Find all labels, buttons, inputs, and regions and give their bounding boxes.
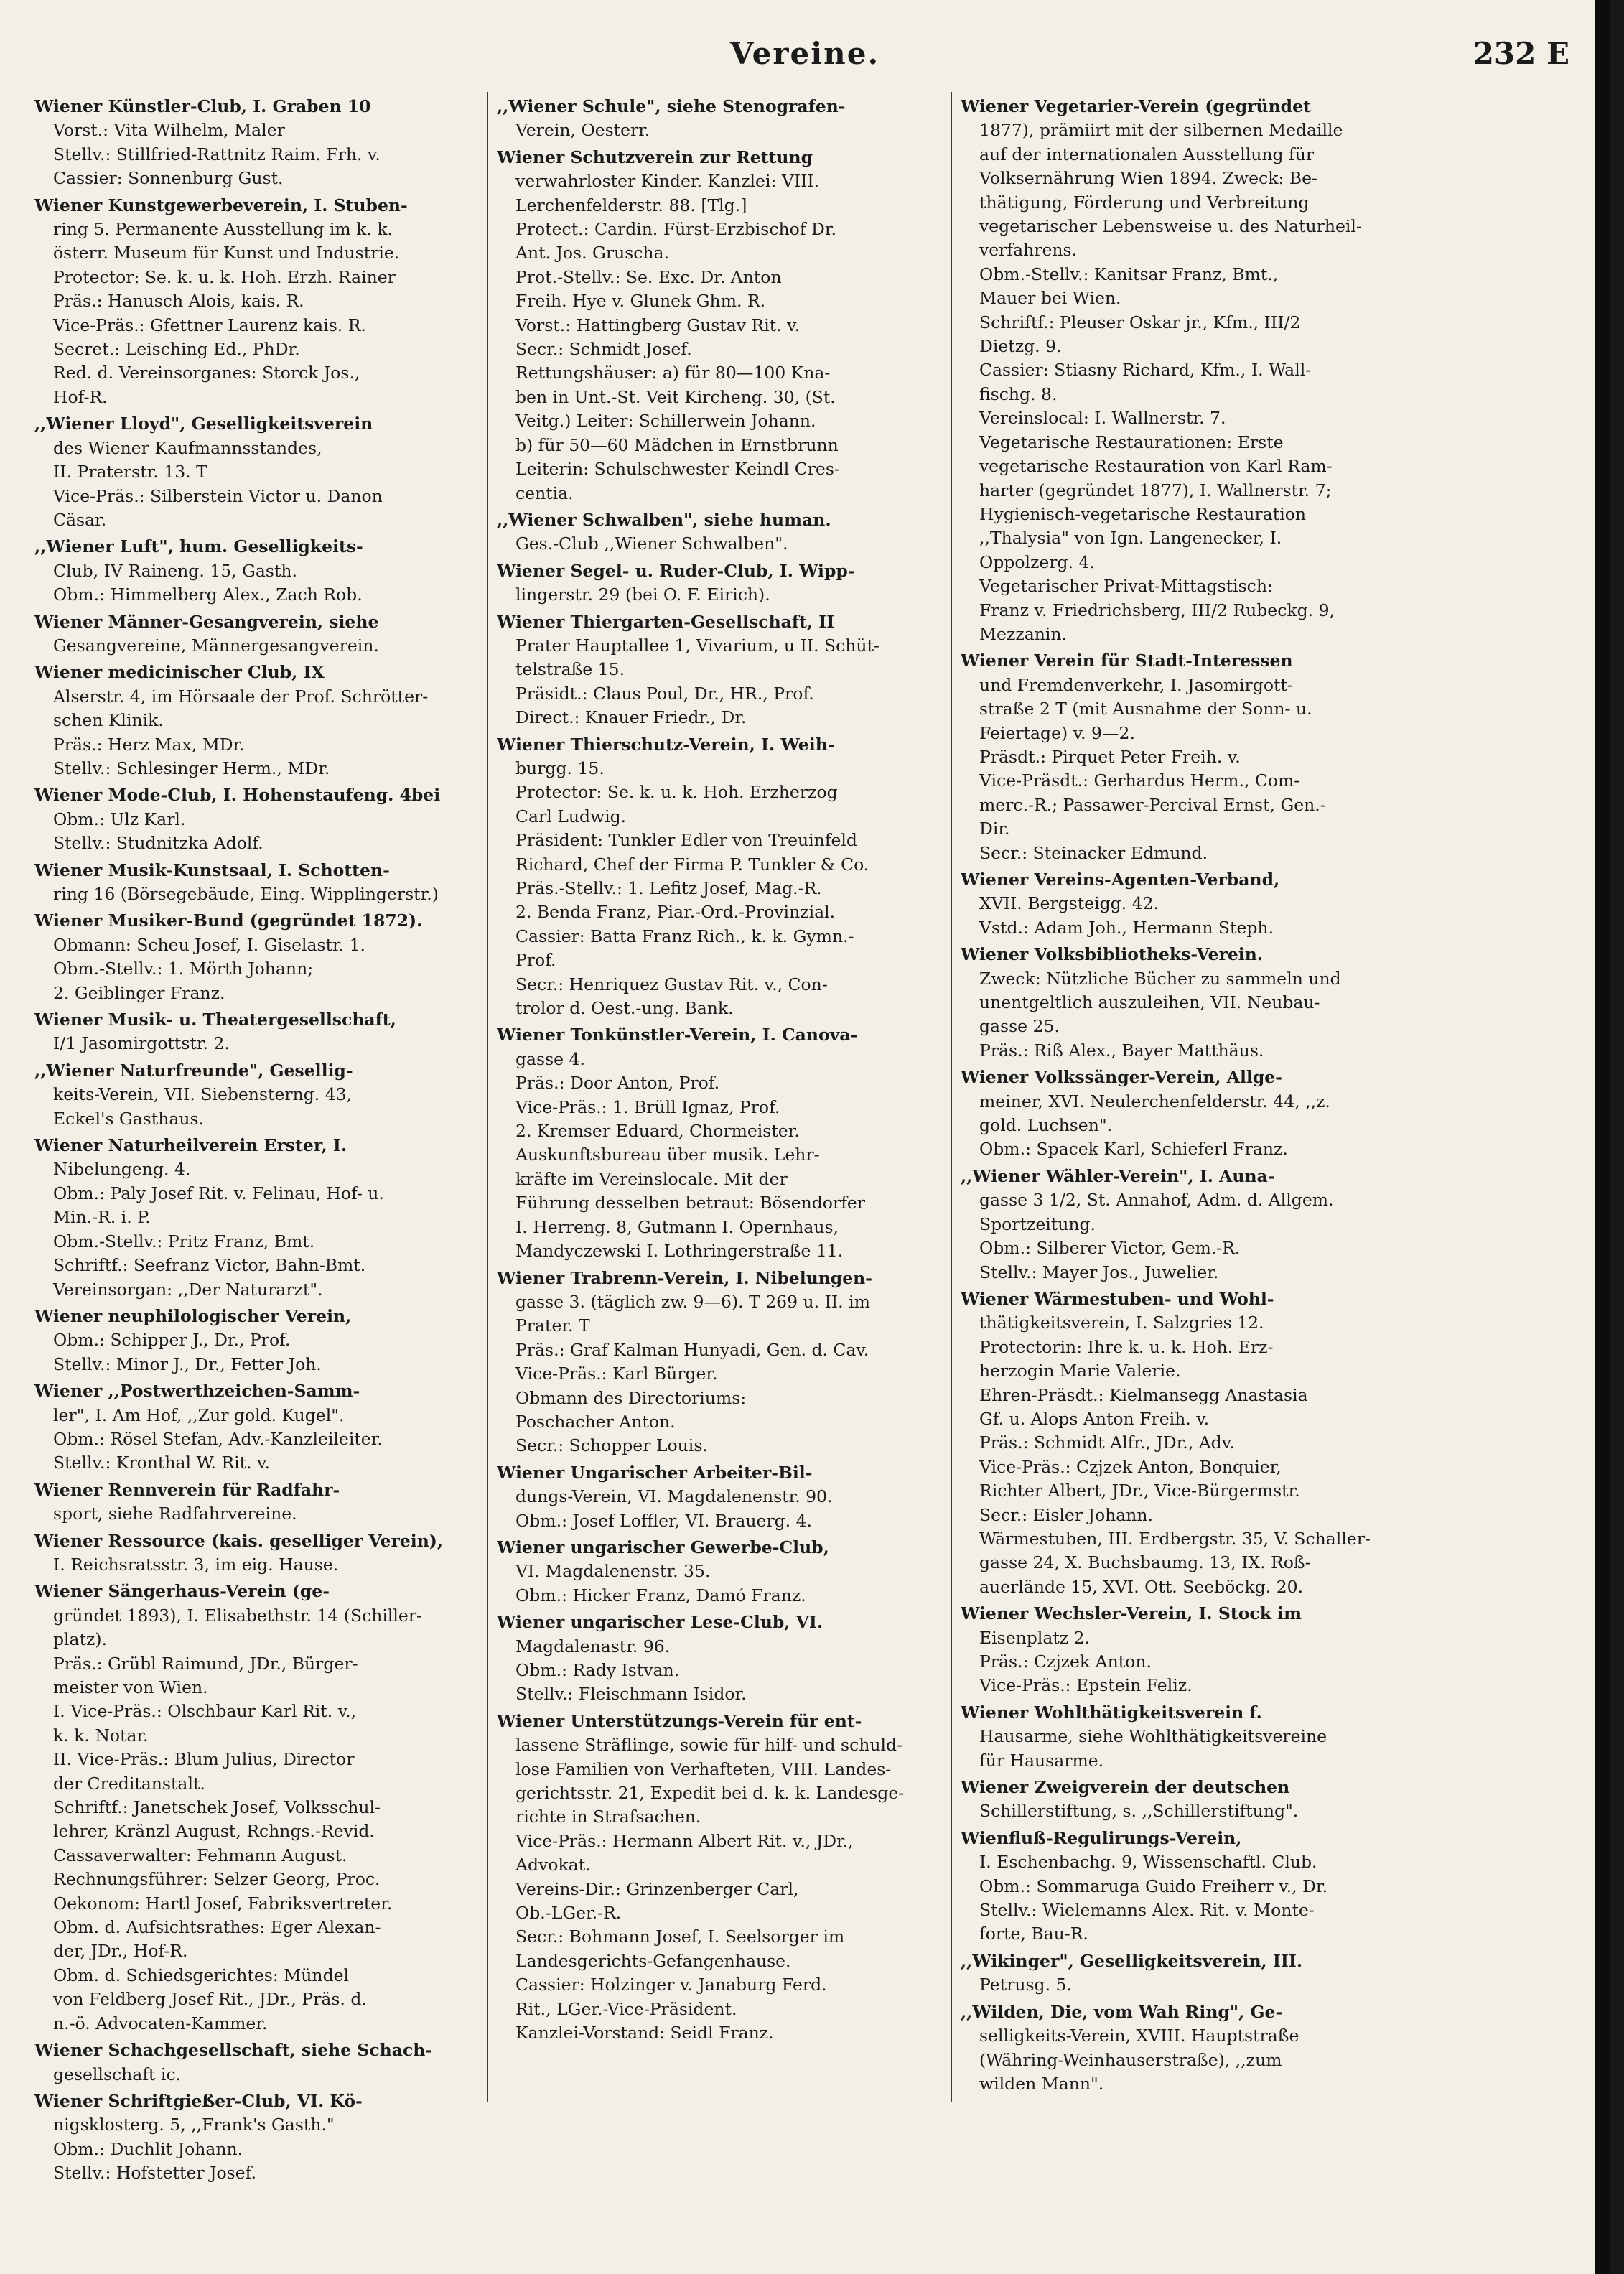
entry-line: merc.-R.; Passawer-Percival Ernst, Gen.- [979, 794, 1326, 815]
entry-line: Vice-Präs.: 1. Brüll Ignaz, Prof. [515, 1096, 780, 1117]
entry-line: Veitg.) Leiter: Schillerwein Johann. [515, 411, 816, 432]
entry-heading: Wiener Musiker-Bund (gegründet 1872). [34, 910, 423, 931]
entry-line: Mandyczewski I. Lothringerstraße 11. [515, 1241, 844, 1262]
page-shadow [1595, 0, 1610, 2274]
column-3 [961, 95, 1420, 2099]
entry-line: Hof-R. [53, 386, 108, 407]
entry-line: schen Klinik. [53, 710, 164, 731]
entry-line: Verein, Oesterr. [515, 120, 650, 141]
entry-line: II. Praterstr. 13. T [53, 462, 207, 483]
entry-line: (Währing-Weinhauserstraße), ,,zum [979, 2049, 1282, 2070]
entry-heading: Wiener Vereins-Agenten-Verband, [961, 870, 1280, 890]
entry-line: I/1 Jasomirgottstr. 2. [53, 1033, 230, 1054]
entry-line: centia. [515, 483, 574, 503]
entry-line: Wärmestuben, III. Erdbergstr. 35, V. Schaller- [979, 1528, 1371, 1549]
entry-line: gasse 3 1/2, St. Annahof, Adm. d. Allgem. [979, 1190, 1334, 1211]
entry-line: gasse 24, X. Buchsbaumg. 13, IX. Roß- [979, 1552, 1311, 1573]
entry-line: Präs.: Graf Kalman Hunyadi, Gen. d. Cav. [515, 1339, 869, 1360]
entry-line: Cassier: Sonnenburg Gust. [53, 168, 284, 189]
entry-heading: ,,Wiener Naturfreunde", Gesellig- [34, 1060, 353, 1081]
entry-line: 2. Benda Franz, Piar.-Ord.-Provinzial. [515, 902, 836, 923]
entry-line: Alserstr. 4, im Hörsaale der Prof. Schrötter- [53, 686, 429, 707]
entry-line: ring 5. Permanente Ausstellung im k. k. [53, 219, 393, 240]
entry-line: unentgeltlich auszuleihen, VII. Neubau- [979, 992, 1320, 1013]
entry-line: Min.-R. i. P. [53, 1207, 151, 1228]
entry-line: Obm.: Hicker Franz, Damó Franz. [515, 1585, 806, 1606]
entry-line: Direct.: Knauer Friedr., Dr. [515, 707, 747, 728]
entry-line: Franz v. Friedrichsberg, III/2 Rubeckg. 9, [979, 600, 1335, 620]
directory-entry [34, 1478, 494, 1527]
entry-heading: Wiener Wechsler-Verein, I. Stock im [961, 1603, 1302, 1624]
entry-heading: Wiener Rennverein für Radfahr- [34, 1479, 340, 1500]
entry-line: Secr.: Schopper Louis. [515, 1435, 708, 1456]
entry-line: k. k. Notar. [53, 1725, 149, 1746]
entry-line: vegetarischer Lebensweise u. des Naturheil- [979, 216, 1362, 237]
entry-line: Vorst.: Vita Wilhelm, Maler [53, 120, 285, 141]
entry-line: Obm.: Sommaruga Guido Freiherr v., Dr. [979, 1875, 1328, 1896]
entry-line: Volksernährung Wien 1894. Zweck: Be- [979, 168, 1317, 189]
entry-line: Sportzeitung. [979, 1213, 1096, 1234]
directory-entry [34, 661, 494, 780]
entry-line: Stellv.: Schlesinger Herm., MDr. [53, 758, 330, 778]
entry-line: Secret.: Leisching Ed., PhDr. [53, 339, 300, 360]
entry-line: Stellv.: Fleischmann Isidor. [515, 1684, 747, 1705]
entry-line: wilden Mann". [979, 2073, 1104, 2094]
entry-line: Cassier: Batta Franz Rich., k. k. Gymn.- [515, 926, 854, 946]
entry-heading: Wiener Schutzverein zur Rettung [497, 146, 813, 167]
entry-line: vegetarische Restauration von Karl Ram- [979, 456, 1333, 477]
entry-line: sport, siehe Radfahrvereine. [53, 1504, 297, 1524]
entry-line: meister von Wien. [53, 1677, 208, 1697]
directory-entry [961, 1602, 1420, 1698]
directory-entry [34, 2089, 494, 2186]
entry-heading: ,,Wiener Schwalben", siehe human. [497, 509, 831, 530]
directory-entry [34, 1580, 494, 2036]
entry-line: Schillerstiftung, s. ,,Schillerstiftung". [979, 1801, 1299, 1822]
entry-heading: Wienfluß-Regulirungs-Verein, [961, 1827, 1242, 1848]
entry-line: Schriftf.: Janetschek Josef, Volksschul- [53, 1797, 381, 1818]
directory-entry [961, 1287, 1420, 1599]
entry-heading: ,,Wiener Wähler-Verein", I. Auna- [961, 1165, 1275, 1186]
entry-line: 2. Geiblinger Franz. [53, 982, 225, 1003]
entry-line: Stellv.: Mayer Jos., Juwelier. [979, 1262, 1219, 1282]
entry-line: dungs-Verein, VI. Magdalenenstr. 90. [515, 1486, 833, 1507]
entry-line: Ob.-LGer.-R. [515, 1903, 622, 1924]
entry-line: I. Herreng. 8, Gutmann I. Opernhaus, [515, 1216, 839, 1237]
directory-entry [961, 1827, 1420, 1947]
entry-line: Obm. d. Schiedsgerichtes: Mündel [53, 1965, 350, 1985]
entry-line: Vereinslocal: I. Wallnerstr. 7. [979, 408, 1226, 429]
directory-entry [497, 1267, 956, 1458]
entry-line: Stellv.: Studnitzka Adolf. [53, 833, 263, 854]
entry-heading: Wiener Schriftgießer-Club, VI. Kö- [34, 2090, 363, 2111]
entry-line: Vice-Präs.: Hermann Albert Rit. v., JDr., [515, 1830, 854, 1851]
entry-line: auf der internationalen Ausstellung für [979, 144, 1315, 164]
entry-heading: Wiener Musik- u. Theatergesellschaft, [34, 1010, 396, 1030]
entry-line: straße 2 T (mit Ausnahme der Sonn- u. [979, 699, 1312, 719]
entry-line: Stellv.: Minor J., Dr., Fetter Joh. [53, 1353, 322, 1374]
directory-entry [961, 1949, 1420, 1998]
entry-line: Obmann: Scheu Josef, I. Giselastr. 1. [53, 934, 366, 955]
entry-line: Obmann des Directoriums: [515, 1387, 747, 1408]
entry-line: Obm. d. Aufsichtsrathes: Eger Alexan- [53, 1917, 381, 1938]
entry-heading: Wiener Mode-Club, I. Hohenstaufeng. 4bei [34, 785, 441, 806]
directory-entry [497, 1536, 956, 1608]
entry-line: Red. d. Vereinsorganes: Storck Jos., [53, 363, 360, 383]
entry-line: I. Reichsratsstr. 3, im eig. Hause. [53, 1554, 339, 1575]
entry-line: Präs.: Czjzek Anton. [979, 1651, 1152, 1672]
entry-line: von Feldberg Josef Rit., JDr., Präs. d. [53, 1989, 367, 2010]
entry-line: Cassier: Holzinger v. Janaburg Ferd. [515, 1975, 827, 1995]
entry-line: gold. Luchsen". [979, 1115, 1113, 1136]
entry-heading: Wiener Wohlthätigkeitsverein f. [961, 1702, 1262, 1723]
entry-line: Stellv.: Stillfried-Rattnitz Raim. Frh. v. [53, 144, 381, 164]
entry-line: Obm.: Schipper J., Dr., Prof. [53, 1330, 291, 1351]
entry-line: Präs.: Riß Alex., Bayer Matthäus. [979, 1040, 1264, 1061]
entry-line: Obm.: Rady Istvan. [515, 1660, 680, 1680]
entry-line: Vice-Präs.: Gfettner Laurenz kais. R. [53, 314, 366, 335]
entry-line: gesellschaft ic. [53, 2064, 182, 2084]
entry-line: Club, IV Raineng. 15, Gasth. [53, 560, 297, 581]
entry-line: Vice-Präs.: Karl Bürger. [515, 1364, 718, 1384]
directory-entry [497, 95, 956, 143]
entry-line: ring 16 (Börsegebäude, Eing. Wipplingerstr.) [53, 884, 439, 904]
directory-entry [34, 95, 494, 191]
entry-line: Richter Albert, JDr., Vice-Bürgermstr. [979, 1481, 1300, 1501]
entry-line: 1877), prämiirt mit der silbernen Medaille [979, 120, 1343, 141]
entry-heading: Wiener Musik-Kunstsaal, I. Schotten- [34, 859, 390, 880]
entry-line: thätigung, Förderung und Verbreitung [979, 192, 1310, 213]
entry-heading: Wiener Männer-Gesangverein, siehe [34, 611, 379, 632]
entry-line: Cassier: Stiasny Richard, Kfm., I. Wall- [979, 360, 1312, 381]
entry-heading: Wiener Schachgesellschaft, siehe Schach- [34, 2040, 433, 2061]
entry-line: harter (gegründet 1877), I. Wallnerstr. 7; [979, 480, 1332, 500]
directory-entry [34, 412, 494, 532]
directory-entry [34, 783, 494, 855]
entry-line: Carl Ludwig. [515, 806, 627, 826]
entry-line: Präs.-Stellv.: 1. Lefitz Josef, Mag.-R. [515, 878, 822, 898]
entry-line: Feiertage) v. 9—2. [979, 722, 1135, 743]
entry-line: Gf. u. Alops Anton Freih. v. [979, 1408, 1210, 1429]
entry-line: lingerstr. 29 (bei O. F. Eirich). [515, 584, 770, 605]
entry-line: Vice-Präs.: Epstein Feliz. [979, 1675, 1193, 1696]
entry-line: Präsidt.: Claus Poul, Dr., HR., Prof. [515, 683, 814, 704]
entry-line: Secr.: Henriquez Gustav Rit. v., Con- [515, 974, 828, 994]
entry-line: Obm.: Duchlit Johann. [53, 2138, 243, 2159]
entry-line: 2. Kremser Eduard, Chormeister. [515, 1121, 800, 1142]
entry-line: gerichtsstr. 21, Expedit bei d. k. k. Landesge- [515, 1783, 905, 1804]
entry-heading: ,,Wiener Luft", hum. Geselligkeits- [34, 536, 363, 557]
entry-line: I. Eschenbachg. 9, Wissenschaftl. Club. [979, 1852, 1317, 1873]
directory-entry [34, 1379, 494, 1476]
directory-entry [961, 943, 1420, 1063]
entry-line: Auskunftsbureau über musik. Lehr- [515, 1145, 820, 1165]
entry-heading: Wiener Thierschutz-Verein, I. Weih- [497, 734, 835, 755]
entry-line: forte, Bau-R. [979, 1924, 1088, 1944]
directory-entry [497, 1461, 956, 1533]
entry-line: des Wiener Kaufmannsstandes, [53, 437, 322, 458]
entry-heading: Wiener Volkssänger-Verein, Allge- [961, 1067, 1282, 1088]
column-1 [34, 95, 494, 2189]
entry-line: Freih. Hye v. Glunek Ghm. R. [515, 291, 766, 312]
entry-line: und Fremdenverkehr, I. Jasomirgott- [979, 674, 1293, 695]
entry-heading: Wiener Sängerhaus-Verein (ge- [34, 1581, 330, 1602]
directory-entry [34, 194, 494, 410]
directory-entry [34, 859, 494, 907]
entry-line: Landesgerichts-Gefangenhause. [515, 1950, 791, 1971]
entry-line: telstraße 15. [515, 659, 625, 680]
directory-entry [497, 508, 956, 556]
entry-line: I. Vice-Präs.: Olschbaur Karl Rit. v., [53, 1701, 357, 1722]
entry-line: Obm.: Ulz Karl. [53, 809, 186, 829]
entry-line: Vegetarische Restaurationen: Erste [979, 432, 1284, 452]
directory-entry [34, 909, 494, 1005]
directory-entry [34, 2038, 494, 2087]
entry-line: gasse 3. (täglich zw. 9—6). T 269 u. II. im [515, 1291, 870, 1312]
directory-entry [961, 1066, 1420, 1162]
entry-heading: Wiener Vegetarier-Verein (gegründet [961, 96, 1311, 116]
entry-line: Obm.: Josef Loffler, VI. Brauerg. 4. [515, 1510, 813, 1531]
entry-line: Stellv.: Kronthal W. Rit. v. [53, 1453, 271, 1473]
entry-heading: Wiener Volksbibliotheks-Verein. [961, 944, 1263, 965]
entry-line: thätigkeitsverein, I. Salzgries 12. [979, 1313, 1264, 1333]
entry-line: Cäsar. [53, 509, 107, 530]
directory-entry [34, 610, 494, 658]
entry-line: Gesangvereine, Männergesangverein. [53, 635, 379, 656]
entry-line: nigsklosterg. 5, ,,Frank's Gasth." [53, 2115, 335, 2135]
entry-line: Protector: Se. k. u. k. Hoh. Erzherzog [515, 782, 838, 803]
page-title: Vereine. [729, 36, 880, 71]
entry-line: Prater Hauptallee 1, Vivarium, u II. Schüt- [515, 635, 879, 656]
entry-line: Ehren-Präsdt.: Kielmansegg Anastasia [979, 1384, 1308, 1405]
entry-line: Präs.: Herz Max, MDr. [53, 734, 245, 755]
entry-line: Protectorin: Ihre k. u. k. Hoh. Erz- [979, 1336, 1274, 1357]
entry-line: b) für 50—60 Mädchen in Ernstbrunn [515, 434, 839, 455]
entry-line: Vereinsorgan: ,,Der Naturarzt". [53, 1279, 323, 1300]
entry-line: Präs.: Hanusch Alois, kais. R. [53, 291, 304, 312]
entry-heading: Wiener Kunstgewerbeverein, I. Stuben- [34, 195, 408, 215]
entry-heading: ,,Wilden, Die, vom Wah Ring", Ge- [961, 2001, 1283, 2022]
entry-line: Zweck: Nützliche Bücher zu sammeln und [979, 968, 1341, 989]
entry-line: Rechnungsführer: Selzer Georg, Proc. [53, 1869, 381, 1890]
entry-line: Secr.: Steinacker Edmund. [979, 842, 1208, 863]
entry-line: richte in Strafsachen. [515, 1807, 701, 1827]
entry-line: für Hausarme. [979, 1750, 1104, 1771]
directory-entry [497, 559, 956, 607]
entry-line: Vegetarischer Privat-Mittagstisch: [979, 576, 1273, 597]
entry-line: der, JDr., Hof-R. [53, 1941, 188, 1962]
entry-line: Schriftf.: Seefranz Victor, Bahn-Bmt. [53, 1255, 366, 1276]
entry-heading: Wiener Trabrenn-Verein, I. Nibelungen- [497, 1267, 873, 1288]
entry-line: Mezzanin. [979, 623, 1067, 644]
entry-heading: Wiener Ressource (kais. geselliger Verein), [34, 1530, 444, 1551]
entry-line: platz). [53, 1629, 108, 1650]
entry-line: lehrer, Kränzl August, Rchngs.-Revid. [53, 1821, 375, 1842]
entry-line: Secr.: Schmidt Josef. [515, 339, 692, 360]
entry-line: verfahrens. [979, 240, 1078, 261]
entry-line: verwahrloster Kinder. Kanzlei: VIII. [515, 171, 820, 192]
entry-line: Obm.: Silberer Victor, Gem.-R. [979, 1238, 1241, 1259]
entry-line: lose Familien von Verhafteten, VIII. Landes- [515, 1758, 892, 1779]
entry-line: gründet 1893), I. Elisabethstr. 14 (Schiller- [53, 1605, 422, 1626]
entry-heading: ,,Wiener Lloyd", Geselligkeitsverein [34, 414, 373, 434]
entry-line: Obm.: Rösel Stefan, Adv.-Kanzleileiter. [53, 1428, 383, 1449]
entry-line: Hausarme, siehe Wohlthätigkeitsvereine [979, 1726, 1327, 1747]
entry-line: keits-Verein, VII. Siebensterng. 43, [53, 1084, 353, 1105]
entry-line: Vice-Präs.: Silberstein Victor u. Danon [53, 485, 383, 506]
entry-line: Ges.-Club ,,Wiener Schwalben". [515, 533, 788, 554]
entry-heading: Wiener Ungarischer Arbeiter-Bil- [497, 1462, 813, 1483]
entry-line: Prof. [515, 950, 556, 971]
entry-heading: Wiener Thiergarten-Gesellschaft, II [497, 611, 835, 632]
entry-line: Vstd.: Adam Joh., Hermann Steph. [979, 917, 1274, 938]
entry-line: fischg. 8. [979, 383, 1058, 404]
entry-line: Obm.: Spacek Karl, Schieferl Franz. [979, 1139, 1288, 1160]
entry-line: Obm.-Stellv.: Kanitsar Franz, Bmt., [979, 264, 1279, 284]
entry-line: Vice-Präsdt.: Gerhardus Herm., Com- [979, 770, 1300, 791]
entry-line: Protect.: Cardin. Fürst-Erzbischof Dr. [515, 219, 836, 240]
entry-line: n.-ö. Advocaten-Kammer. [53, 2013, 268, 2033]
entry-heading: ,,Wikinger", Geselligkeitsverein, III. [961, 1950, 1303, 1971]
directory-entry [497, 1710, 956, 2046]
entry-line: Präs.: Schmidt Alfr., JDr., Adv. [979, 1432, 1235, 1453]
entry-line: Obm.: Paly Josef Rit. v. Felinau, Hof- u. [53, 1183, 384, 1203]
directory-entry [497, 733, 956, 1021]
directory-entry [961, 1165, 1420, 1285]
entry-line: II. Vice-Präs.: Blum Julius, Director [53, 1749, 355, 1770]
entry-line: Dietzg. 9. [979, 336, 1062, 357]
entry-line: Obm.-Stellv.: 1. Mörth Johann; [53, 959, 314, 979]
entry-line: Poschacher Anton. [515, 1411, 676, 1432]
entry-line: Vorst.: Hattingberg Gustav Rit. v. [515, 314, 801, 335]
directory-entry [34, 1059, 494, 1131]
entry-line: Präs.: Grübl Raimund, JDr., Bürger- [53, 1653, 358, 1674]
entry-heading: Wiener neuphilologischer Verein, [34, 1305, 352, 1326]
entry-heading: Wiener ungarischer Gewerbe-Club, [497, 1537, 829, 1557]
entry-line: gasse 25. [979, 1016, 1060, 1037]
directory-entry [961, 868, 1420, 940]
entry-line: gasse 4. [515, 1048, 585, 1069]
directory-entry [497, 1023, 956, 1263]
entry-line: Rettungshäuser: a) für 80—100 Kna- [515, 363, 831, 383]
entry-line: Kanzlei-Vorstand: Seidl Franz. [515, 2023, 774, 2044]
entry-line: XVII. Bergsteigg. 42. [979, 893, 1159, 914]
entry-line: Cassaverwalter: Fehmann August. [53, 1845, 347, 1865]
entry-line: Secr.: Bohmann Josef, I. Seelsorger im [515, 1926, 845, 1947]
entry-line: ,,Thalysia" von Ign. Langenecker, I. [979, 528, 1282, 549]
entry-line: Oekonom: Hartl Josef, Fabriksvertreter. [53, 1893, 393, 1914]
entry-heading: Wiener Unterstützungs-Verein für ent- [497, 1710, 862, 1731]
entry-line: Präsdt.: Pirquet Peter Freih. v. [979, 746, 1241, 767]
entry-line: Schriftf.: Pleuser Oskar jr., Kfm., III/2 [979, 312, 1301, 332]
entry-heading: Wiener Segel- u. Ruder-Club, I. Wipp- [497, 560, 855, 581]
directory-entry [497, 1611, 956, 1707]
directory-entry [34, 1134, 494, 1302]
directory-entry [34, 535, 494, 607]
entry-heading: Wiener ungarischer Lese-Club, VI. [497, 1612, 823, 1633]
entry-heading: Wiener Naturheilverein Erster, I. [34, 1135, 347, 1156]
entry-line: Vereins-Dir.: Grinzenberger Carl, [515, 1878, 799, 1899]
entry-line: Ant. Jos. Gruscha. [515, 243, 670, 264]
entry-line: Prot.-Stellv.: Se. Exc. Dr. Anton [515, 266, 782, 287]
entry-line: Advokat. [515, 1855, 591, 1875]
entry-line: Leiterin: Schulschwester Keindl Cres- [515, 459, 840, 480]
page-number: 232 E [1473, 36, 1569, 71]
entry-line: Präs.: Door Anton, Prof. [515, 1073, 720, 1094]
entry-line: der Creditanstalt. [53, 1773, 205, 1794]
directory-entry [961, 1701, 1420, 1773]
entry-heading: Wiener medicinischer Club, IX [34, 662, 325, 683]
directory-entry [497, 610, 956, 730]
directory-entry [497, 146, 956, 505]
entry-line: Protector: Se. k. u. k. Hoh. Erzh. Rainer [53, 266, 396, 287]
directory-entry [961, 2000, 1420, 2097]
entry-line: Vice-Präs.: Czjzek Anton, Bonquier, [979, 1456, 1282, 1477]
entry-heading: Wiener Künstler-Club, I. Graben 10 [34, 96, 371, 116]
entry-line: Mauer bei Wien. [979, 288, 1121, 309]
directory-entry [961, 1776, 1420, 1824]
entry-line: lassene Sträflinge, sowie für hilf- und schuld- [515, 1735, 903, 1756]
entry-line: Magdalenastr. 96. [515, 1636, 671, 1656]
entry-line: Hygienisch-vegetarische Restauration [979, 503, 1306, 524]
directory-entry [34, 1305, 494, 1376]
entry-line: Petrusg. 5. [979, 1975, 1072, 1995]
entry-line: Präsident: Tunkler Edler von Treuinfeld [515, 830, 857, 851]
entry-line: Stellv.: Wielemanns Alex. Rit. v. Monte- [979, 1900, 1315, 1921]
entry-heading: Wiener Tonkünstler-Verein, I. Canova- [497, 1025, 858, 1045]
entry-line: ben in Unt.-St. Veit Kircheng. 30, (St. [515, 386, 836, 407]
entry-line: Nibelungeng. 4. [53, 1159, 191, 1180]
entry-heading: Wiener Zweigverein der deutschen [961, 1777, 1290, 1798]
entry-line: Lerchenfelderstr. 88. [Tlg.] [515, 195, 747, 215]
entry-line: Eisenplatz 2. [979, 1627, 1091, 1648]
entry-line: meiner, XVI. Neulerchenfelderstr. 44, ,,z. [979, 1091, 1330, 1112]
entry-line: Rit., LGer.-Vice-Präsident. [515, 1998, 737, 2019]
directory-entry [34, 1529, 494, 1578]
entry-line: Dir. [979, 819, 1010, 839]
directory-entry [34, 1008, 494, 1056]
entry-line: Secr.: Eisler Johann. [979, 1504, 1153, 1525]
entry-line: selligkeits-Verein, XVIII. Hauptstraße [979, 2026, 1299, 2046]
entry-line: trolor d. Oest.-ung. Bank. [515, 998, 734, 1019]
entry-line: kräfte im Vereinslocale. Mit der [515, 1168, 788, 1189]
entry-line: VI. Magdalenenstr. 35. [515, 1561, 711, 1582]
entry-heading: ,,Wiener Schule", siehe Stenografen- [497, 96, 846, 116]
entry-line: Richard, Chef der Firma P. Tunkler & Co. [515, 854, 869, 875]
entry-line: Führung desselben betraut: Bösendorfer [515, 1193, 866, 1213]
entry-line: Obm.-Stellv.: Pritz Franz, Bmt. [53, 1231, 315, 1252]
entry-line: Prater. T [515, 1315, 590, 1336]
entry-line: Eckel's Gasthaus. [53, 1108, 205, 1129]
column-2 [497, 95, 956, 2049]
entry-line: burgg. 15. [515, 758, 605, 778]
entry-heading: Wiener ,,Postwerthzeichen-Samm- [34, 1381, 360, 1402]
entry-line: österr. Museum für Kunst und Industrie. [53, 243, 400, 264]
entry-heading: Wiener Wärmestuben- und Wohl- [961, 1288, 1274, 1309]
directory-entry [961, 95, 1420, 646]
entry-line: Stellv.: Hofstetter Josef. [53, 2163, 256, 2184]
entry-line: Oppolzerg. 4. [979, 551, 1095, 572]
entry-line: herzogin Marie Valerie. [979, 1361, 1181, 1381]
entry-line: Obm.: Himmelberg Alex., Zach Rob. [53, 584, 363, 605]
directory-entry [961, 649, 1420, 865]
entry-heading: Wiener Verein für Stadt-Interessen [961, 651, 1293, 671]
entry-line: auerlände 15, XVI. Ott. Seeböckg. 20. [979, 1576, 1304, 1597]
entry-line: ler", I. Am Hof, ,,Zur gold. Kugel". [53, 1404, 345, 1425]
